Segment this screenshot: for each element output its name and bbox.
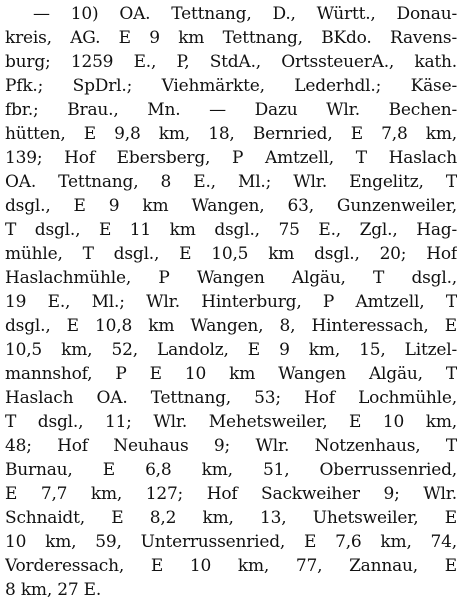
text-line: mannshof, P E 10 km Wangen Algäu, T	[5, 364, 457, 384]
text-line: T dsgl., 11; Wlr. Mehetsweiler, E 10 km,	[5, 412, 457, 432]
text-line: Haslachmühle, P Wangen Algäu, T dsgl.,	[5, 268, 457, 288]
text-line: 48; Hof Neuhaus 9; Wlr. Notzenhaus, T	[5, 436, 457, 456]
text-line: burg; 1259 E., P, StdA., OrtssteuerA., kath.	[5, 52, 457, 72]
text-line: Vorderessach, E 10 km, 77, Zannau, E	[5, 556, 457, 576]
text-line: kreis, AG. E 9 km Tettnang, BKdo. Ravens-	[5, 28, 457, 48]
text-line: dsgl., E 9 km Wangen, 63, Gunzenweiler,	[5, 196, 457, 216]
text-line: hütten, E 9,8 km, 18, Bernried, E 7,8 km,	[5, 124, 457, 144]
text-line: Haslach OA. Tettnang, 53; Hof Lochmühle,	[5, 388, 457, 408]
text-line: 10,5 km, 52, Landolz, E 9 km, 15, Litzel-	[5, 340, 457, 360]
text-line: 8 km, 27 E.	[5, 580, 102, 600]
text-line: mühle, T dsgl., E 10,5 km dsgl., 20; Hof	[5, 244, 457, 264]
text-line: Schnaidt, E 8,2 km, 13, Uhetsweiler, E	[5, 508, 457, 528]
text-line: dsgl., E 10,8 km Wangen, 8, Hinteressach, E	[5, 316, 457, 336]
text-line: Pfk.; SpDrl.; Viehmärkte, Lederhdl.; Käse-	[5, 76, 457, 96]
text-line: T dsgl., E 11 km dsgl., 75 E., Zgl., Hag-	[5, 220, 457, 240]
text-line: Burnau, E 6,8 km, 51, Oberrussenried,	[5, 460, 457, 480]
gazetteer-entry	[5, 2, 457, 600]
text-line: 139; Hof Ebersberg, P Amtzell, T Haslach	[5, 148, 457, 168]
text-line: — 10) OA. Tettnang, D., Württ., Donau-	[33, 4, 457, 24]
text-line: fbr.; Brau., Mn. — Dazu Wlr. Bechen-	[5, 100, 457, 120]
text-line: 19 E., Ml.; Wlr. Hinterburg, P Amtzell, T	[5, 292, 457, 312]
text-line: OA. Tettnang, 8 E., Ml.; Wlr. Engelitz, T	[5, 172, 457, 192]
text-line: E 7,7 km, 127; Hof Sackweiher 9; Wlr.	[5, 484, 457, 504]
text-line: 10 km, 59, Unterrussenried, E 7,6 km, 74,	[5, 532, 457, 552]
